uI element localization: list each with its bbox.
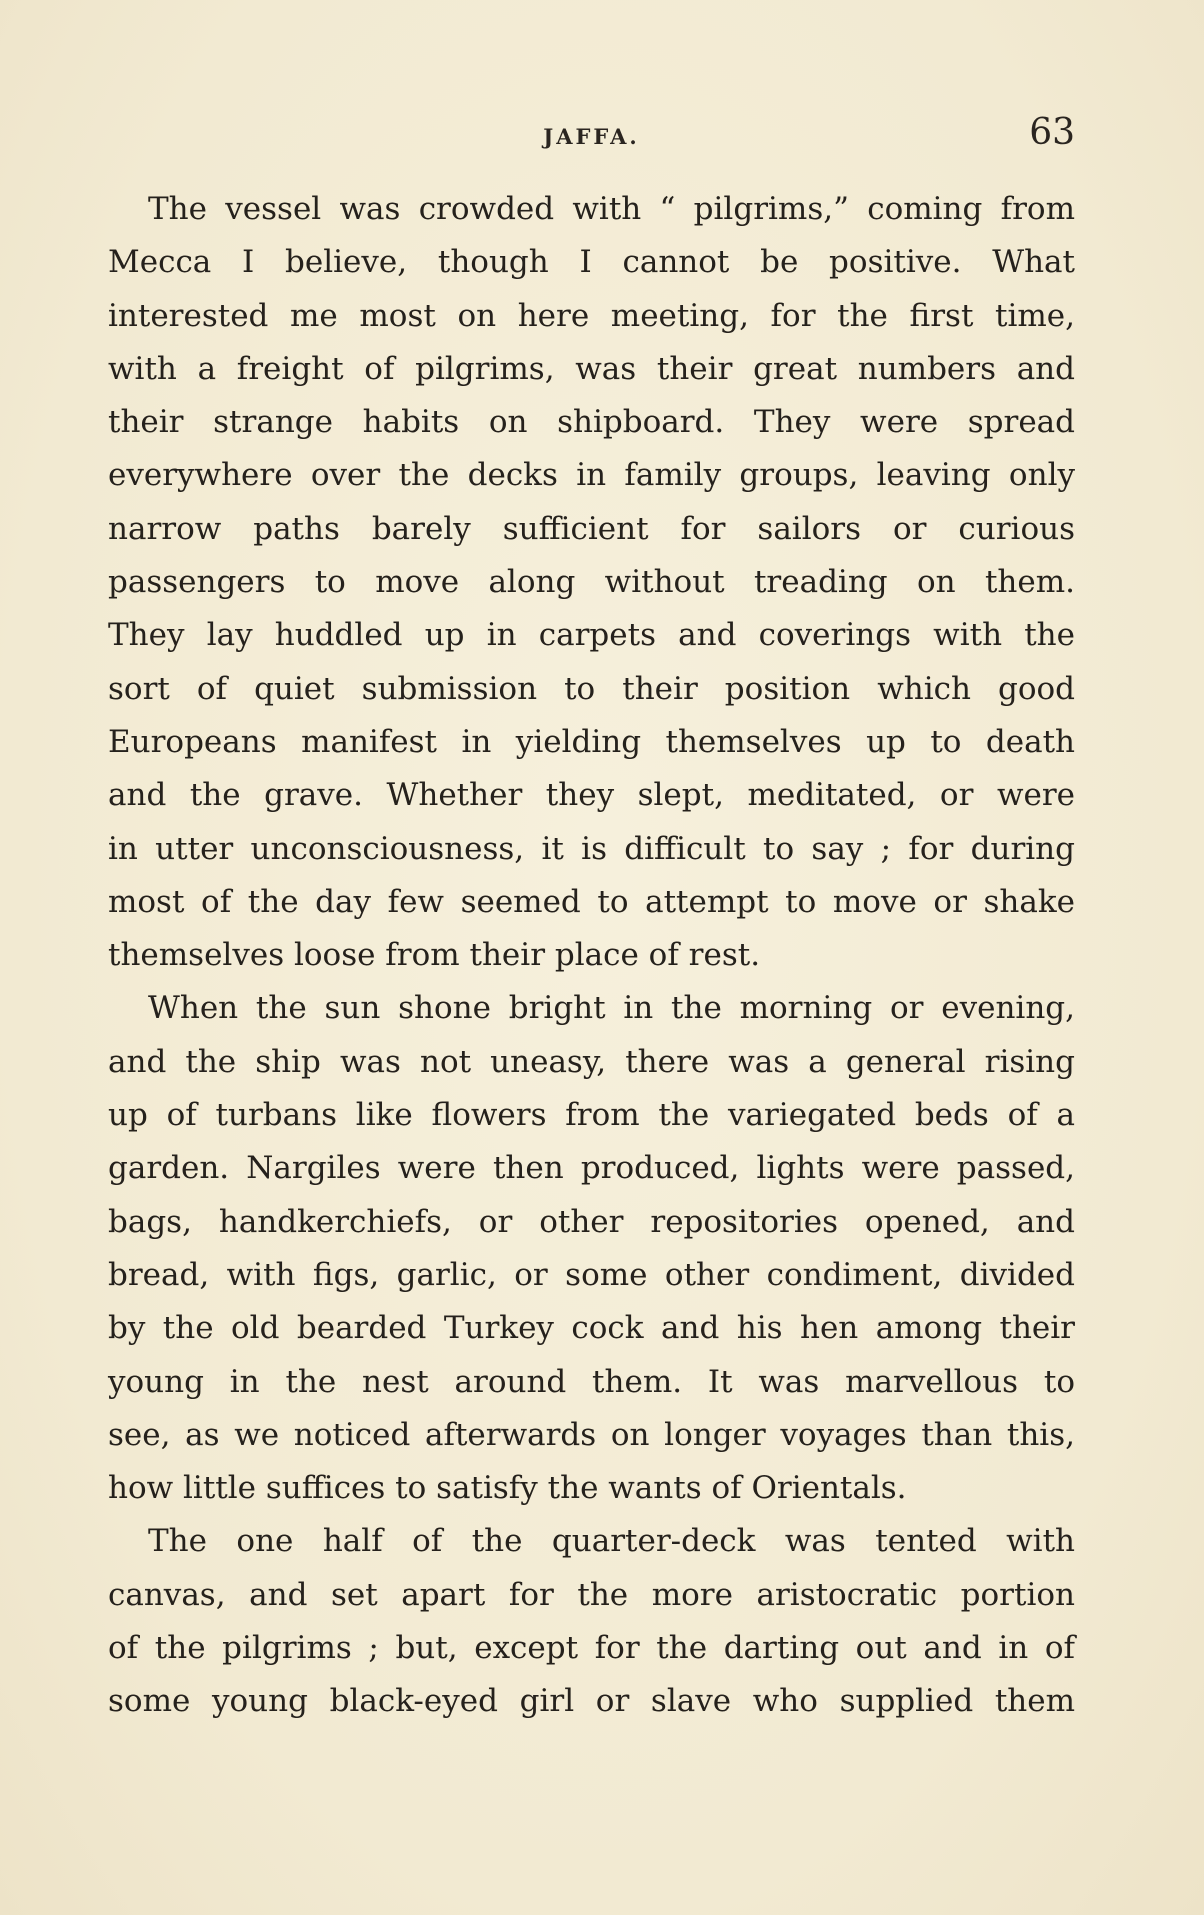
text-line: interested me most on here meeting, for the first time, xyxy=(108,297,1075,334)
text-line: bags, handkerchiefs, or other repositories opened, and xyxy=(108,1203,1075,1240)
text-line: themselves loose from their place of rest. xyxy=(108,937,761,974)
page-number: 63 xyxy=(1029,112,1075,153)
running-title: JAFFA. xyxy=(543,124,640,149)
text-line: their strange habits on shipboard. They were spread xyxy=(108,404,1075,441)
text-line: of the pilgrims ; but, except for the darting out and in of xyxy=(108,1630,1075,1667)
text-line: and the grave. Whether they slept, meditated, or were xyxy=(108,777,1075,814)
text-line: passengers to move along without treading on them. xyxy=(108,564,1075,601)
text-line: with a freight of pilgrims, was their great numbers and xyxy=(108,350,1075,387)
text-line: Mecca I believe, though I cannot be positive. What xyxy=(108,244,1075,281)
text-line: narrow paths barely sufficient for sailors or curious xyxy=(108,510,1075,547)
body-text xyxy=(108,183,1075,1729)
text-line: how little suffices to satisfy the wants of Orientals. xyxy=(108,1470,907,1507)
text-line: up of turbans like flowers from the variegated beds of a xyxy=(108,1097,1075,1134)
text-line: everywhere over the decks in family groups, leaving only xyxy=(108,457,1075,494)
text-line: When the sun shone bright in the morning or evening, xyxy=(148,990,1075,1027)
text-line: The one half of the quarter-deck was tented with xyxy=(148,1523,1075,1560)
text-line: They lay huddled up in carpets and coverings with the xyxy=(108,617,1075,654)
text-line: see, as we noticed afterwards on longer voyages than this, xyxy=(108,1416,1075,1453)
text-line: in utter unconsciousness, it is difficult to say ; for during xyxy=(108,830,1075,867)
text-line: and the ship was not uneasy, there was a general rising xyxy=(108,1043,1075,1080)
text-line: Europeans manifest in yielding themselves up to death xyxy=(108,723,1075,760)
running-head xyxy=(108,112,1075,162)
text-line: some young black-eyed girl or slave who supplied them xyxy=(108,1683,1075,1720)
text-line: sort of quiet submission to their position which good xyxy=(108,670,1075,707)
text-line: most of the day few seemed to attempt to move or shake xyxy=(108,883,1075,920)
text-line: by the old bearded Turkey cock and his hen among their xyxy=(108,1310,1075,1347)
text-line: The vessel was crowded with “ pilgrims,” coming from xyxy=(148,191,1075,227)
text-line: canvas, and set apart for the more aristocratic portion xyxy=(108,1576,1075,1613)
text-line: young in the nest around them. It was marvellous to xyxy=(108,1363,1075,1400)
text-line: bread, with figs, garlic, or some other condiment, divided xyxy=(108,1256,1075,1293)
text-line: garden. Nargiles were then produced, lights were passed, xyxy=(108,1150,1075,1187)
